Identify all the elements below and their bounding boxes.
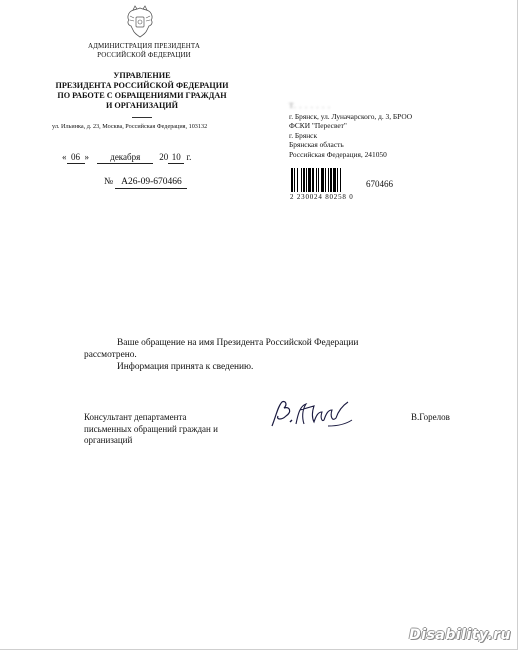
recipient-line-2: ФСКИ "Пересвет" [289, 121, 347, 130]
barcode-bar [340, 168, 341, 192]
body-line-3: Информация принята к сведению. [117, 362, 254, 372]
barcode-bar [297, 168, 298, 192]
date-year-prefix: 20 [159, 152, 169, 162]
recipient-line-5: Российская Федерация, 241050 [289, 150, 387, 159]
coat-of-arms-icon [124, 4, 156, 40]
header-divider [132, 117, 152, 118]
position-line-3: организаций [84, 435, 133, 446]
admin-line-2: РОССИЙСКОЙ ФЕДЕРАЦИИ [97, 51, 191, 59]
dept-line-2: ПРЕЗИДЕНТА РОССИЙСКОЙ ФЕДЕРАЦИИ [55, 81, 229, 90]
registration-code: А26-09-670466 [115, 176, 187, 189]
barcode-bar [303, 168, 305, 192]
barcode-bar [308, 168, 311, 192]
registration-number [104, 176, 187, 189]
handwritten-signature [268, 396, 356, 432]
recipient-line-3: г. Брянск [289, 131, 318, 140]
barcode-bar [291, 168, 293, 192]
barcode [291, 168, 359, 192]
recipient-name: Т. . . . . . . [289, 101, 331, 110]
dept-line-3: ПО РАБОТЕ С ОБРАЩЕНИЯМИ ГРАЖДАН [57, 91, 227, 100]
barcode-bar [312, 168, 314, 192]
body-line-2: рассмотрено. [84, 350, 137, 360]
barcode-bar [301, 168, 302, 192]
dept-line-4: И ОРГАНИЗАЦИЙ [105, 101, 179, 110]
recipient-line-1: г. Брянск, ул. Луначарского, д. 3, БРОО [289, 112, 413, 121]
barcode-bar [316, 168, 317, 192]
barcode-bar [294, 168, 295, 192]
position-line-1: Консультант департамента [84, 412, 187, 422]
letter-date [62, 152, 191, 164]
dept-line-1: УПРАВЛЕНИЕ [113, 71, 171, 80]
barcode-bar [333, 168, 336, 192]
date-year-abbr: г. [186, 152, 192, 162]
barcode-side-number: 670466 [366, 179, 393, 189]
barcode-bar [337, 168, 338, 192]
barcode-digits: 2 230024 80258 0 [290, 193, 354, 201]
barcode-bar [325, 168, 326, 192]
date-month: декабря [97, 152, 153, 164]
signer-name: В.Горелов [411, 412, 450, 422]
recipient-line-4: Брянская область [289, 140, 344, 149]
barcode-bar [306, 168, 307, 192]
sender-address: ул. Ильинка, д. 23, Москва, Российская Федерация, 103132 [52, 123, 208, 130]
barcode-bar [318, 168, 319, 192]
date-day: 06 [67, 152, 85, 164]
barcode-bar [330, 168, 332, 192]
watermark: Disability.ru [409, 627, 511, 643]
date-year-suffix: 10 [168, 152, 184, 164]
barcode-bar [321, 168, 324, 192]
date-close-quote: » [84, 152, 89, 162]
position-line-2: письменных обращений граждан и [84, 423, 218, 434]
signatory-position [84, 412, 218, 447]
number-sign: № [104, 177, 114, 187]
body-line-1: Ваше обращение на имя Президента Российской Федерации [117, 338, 359, 348]
barcode-bar [328, 168, 329, 192]
admin-line-1: АДМИНИСТРАЦИЯ ПРЕЗИДЕНТА [87, 42, 201, 50]
date-open-quote: « [62, 152, 67, 162]
